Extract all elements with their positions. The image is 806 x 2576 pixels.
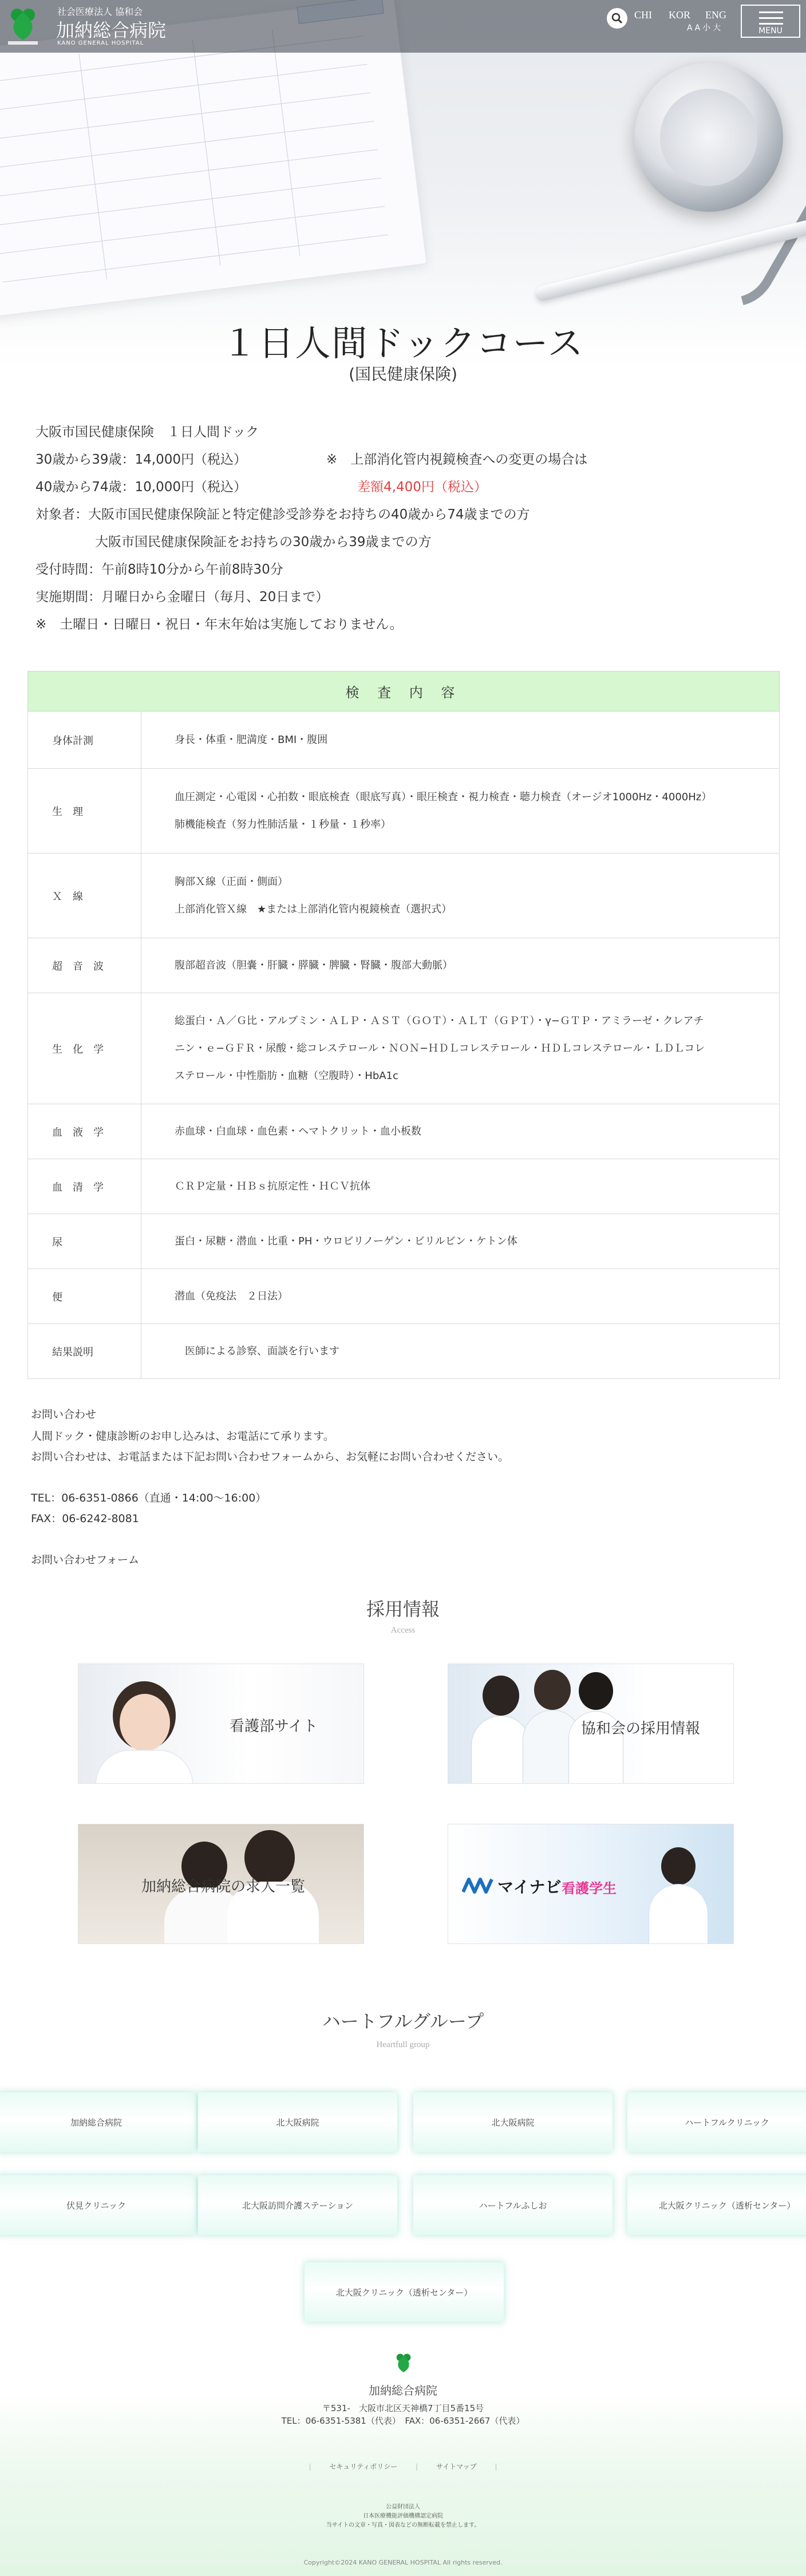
contact-form-link[interactable]: お問い合わせフォーム bbox=[31, 1554, 140, 1566]
recruit-title: 採用情報 bbox=[366, 1598, 440, 1620]
lang-kor-link[interactable]: KOR bbox=[669, 9, 691, 21]
nursing-site-banner[interactable] bbox=[78, 1664, 364, 1784]
hospital-name[interactable]: 加納総合病院 bbox=[56, 19, 167, 41]
page-subtitle: (国民健康保険) bbox=[349, 365, 457, 384]
row-category: 血 清 学 bbox=[28, 1159, 141, 1214]
footer-note: 公益財団法人 bbox=[386, 2504, 420, 2510]
footer-address: 〒531- 大阪市北区天神橋7丁目5番15号 bbox=[322, 2403, 484, 2413]
table-row bbox=[28, 1159, 780, 1214]
menu-label: MENU bbox=[758, 26, 783, 35]
group-link[interactable]: 北大阪クリニック（透析センター） bbox=[305, 2262, 504, 2322]
row-item: 胸部Ｘ線（正面・側面） bbox=[175, 875, 288, 888]
table-row bbox=[28, 938, 780, 993]
row-item: 腹部超音波（胆嚢・肝臓・膵臓・脾臓・腎臓・腹部大動脈） bbox=[175, 959, 453, 971]
row-item: 医師による診察、面談を行います bbox=[175, 1345, 339, 1357]
row-item: 潜血（免疫法 ２日法） bbox=[175, 1290, 288, 1302]
intro-eligibility: 対象者：大阪市国民健康保険証と特定健診受診券をお持ちの40歳から74歳までの方 bbox=[35, 507, 530, 522]
table-row bbox=[28, 854, 780, 938]
row-category: Ｘ 線 bbox=[28, 854, 141, 938]
table-row bbox=[28, 993, 780, 1104]
footer-note: 日本医療機能評価機構認定病院 bbox=[363, 2513, 443, 2519]
group-link[interactable]: 北大阪病院 bbox=[413, 2092, 613, 2152]
hospital-name-en: KANO GENERAL HOSPITAL bbox=[57, 40, 144, 46]
group-link[interactable]: ハートフルクリニック bbox=[627, 2092, 806, 2152]
font-size-large-button[interactable]: 大 bbox=[713, 23, 721, 33]
hospital-logo-icon[interactable] bbox=[6, 7, 40, 46]
menu-button[interactable] bbox=[741, 5, 800, 38]
row-category: 生 理 bbox=[28, 769, 141, 854]
contact-line: お問い合わせは、お電話または下記お問い合わせフォームから、お気軽にお問い合わせください。 bbox=[31, 1451, 509, 1463]
menu-icon bbox=[759, 11, 783, 13]
lang-chi-link[interactable]: CHI bbox=[634, 9, 652, 21]
intro-price-40s: 40歳から74歳：10,000円（税込） bbox=[35, 480, 247, 495]
group-link[interactable]: 北大阪クリニック（透析センター） bbox=[627, 2175, 806, 2235]
lang-eng-link[interactable]: ENG bbox=[705, 9, 726, 21]
font-size-small-button[interactable]: 小 bbox=[702, 23, 711, 33]
row-item: ニン・ｅ−ＧＦＲ・尿酸・総コレステロール・ＮＯＮ−ＨＤＬコレステロール・ＨＤＬコレステロール・ＬＤＬコレ bbox=[175, 1042, 705, 1054]
recruit-subtitle: Access bbox=[390, 1626, 416, 1635]
footer-tel-fax: TEL：06-6351-5381（代表） FAX：06-6351-2667（代表） bbox=[281, 2416, 525, 2426]
row-item: ＣＲＰ定量・ＨＢｓ抗原定性・ＨＣＶ抗体 bbox=[175, 1180, 370, 1192]
font-size-a-small[interactable]: A bbox=[687, 23, 693, 33]
banner-label: 看護学生 bbox=[562, 1880, 617, 1897]
intro-line: 大阪市国民健康保険 １日人間ドック bbox=[35, 425, 259, 440]
row-category: 結果説明 bbox=[28, 1324, 141, 1379]
footer-links: | セキュリティポリシー | サイトマップ | bbox=[309, 2463, 497, 2471]
banner-label: 加納総合病院の求人一覧 bbox=[141, 1878, 306, 1895]
mynavi-banner[interactable] bbox=[448, 1824, 734, 1944]
table-row bbox=[28, 712, 780, 769]
banner-label: 看護部サイト bbox=[230, 1718, 318, 1735]
search-icon bbox=[611, 13, 623, 24]
row-item: 上部消化管Ｘ線 ★または上部消化管内視鏡検査（選択式） bbox=[175, 903, 452, 915]
row-item: 蛋白・尿糖・潜血・比重・PH・ウロビリノーゲン・ビリルビン・ケトン体 bbox=[175, 1235, 517, 1247]
row-category: 尿 bbox=[28, 1214, 141, 1269]
job-listings-banner[interactable] bbox=[78, 1824, 364, 1944]
intro-closed-days: ※ 土曜日・日曜日・祝日・年末年始は実施しておりません。 bbox=[35, 617, 403, 632]
copyright: Copyright©2024 KANO GENERAL HOSPITAL All rights reserved. bbox=[303, 2559, 503, 2566]
footer-logo-icon[interactable] bbox=[393, 2353, 414, 2376]
intro-endoscopy-note: ※ 上部消化管内視鏡検査への変更の場合は bbox=[326, 452, 588, 467]
intro-reception-hours: 受付時間：午前8時10分から午前8時30分 bbox=[35, 562, 283, 577]
row-category: 身体計測 bbox=[28, 712, 141, 769]
row-item: 肺機能検査（努力性肺活量・１秒量・１秒率） bbox=[175, 818, 391, 831]
row-item: 血圧測定・心電図・心拍数・眼底検査（眼底写真）・眼圧検査・視力検査・聴力検査（オージオ1000Hz・4000Hz） bbox=[175, 791, 712, 803]
search-button[interactable] bbox=[607, 8, 627, 29]
intro-price-30s: 30歳から39歳：14,000円（税込） bbox=[35, 452, 247, 467]
banner-label: 協和会の採用情報 bbox=[581, 1720, 701, 1737]
table-row bbox=[28, 1214, 780, 1269]
group-link[interactable]: 北大阪訪問介護ステーション bbox=[198, 2175, 397, 2235]
hero-image bbox=[0, 0, 806, 366]
intro-eligibility-2: 大阪市国民健康保険証をお持ちの30歳から39歳までの方 bbox=[95, 535, 432, 550]
site-header bbox=[0, 0, 806, 53]
contact-line: 人間ドック・健康診断のお申し込みは、お電話にて承ります。 bbox=[31, 1430, 334, 1443]
row-item: ステロール・中性脂肪・血糖（空腹時）・HbA1c bbox=[175, 1069, 398, 1082]
contact-heading: お問い合わせ bbox=[31, 1408, 97, 1421]
mynavi-logo-icon bbox=[462, 1875, 494, 1895]
security-policy-link[interactable]: セキュリティポリシー bbox=[329, 2463, 398, 2471]
group-link[interactable]: ハートフルふしお bbox=[413, 2175, 613, 2235]
row-item: 赤血球・白血球・血色素・ヘマトクリット・血小板数 bbox=[175, 1125, 421, 1137]
banner-label: マイナビ bbox=[497, 1878, 562, 1897]
exam-content-table bbox=[27, 671, 780, 1379]
table-row bbox=[28, 769, 780, 854]
group-link[interactable]: 伏見クリニック bbox=[0, 2175, 196, 2235]
group-title: ハートフルグループ bbox=[322, 2010, 484, 2032]
contact-tel[interactable]: TEL：06-6351-0866（直通・14:00〜16:00） bbox=[31, 1492, 267, 1504]
page-title: １日人間ドックコース bbox=[222, 322, 584, 364]
intro-period: 実施期間：月曜日から金曜日（毎月、20日まで） bbox=[35, 590, 329, 605]
stethoscope-illustration bbox=[634, 63, 783, 212]
group-link[interactable]: 北大阪病院 bbox=[198, 2092, 397, 2152]
contact-fax: FAX：06-6242-8081 bbox=[31, 1512, 139, 1525]
row-category: 血 液 学 bbox=[28, 1104, 141, 1159]
intro-price-difference: 差額4,400円（税込） bbox=[357, 480, 487, 495]
org-name: 社会医療法人 協和会 bbox=[57, 6, 143, 17]
row-category: 超 音 波 bbox=[28, 938, 141, 993]
font-size-a-large[interactable]: A bbox=[694, 23, 701, 33]
footer-note: 当サイトの文章・写真・図表などの無断転載を禁止します。 bbox=[326, 2522, 480, 2528]
table-row bbox=[28, 1269, 780, 1324]
row-category: 便 bbox=[28, 1269, 141, 1324]
font-size-controls bbox=[687, 22, 723, 33]
table-header: 検 査 内 容 bbox=[28, 671, 780, 712]
row-category: 生 化 学 bbox=[28, 993, 141, 1104]
row-item: 身長・体重・肥満度・BMI・腹囲 bbox=[175, 733, 328, 746]
table-row bbox=[28, 1324, 780, 1379]
kyowakai-recruit-banner[interactable] bbox=[448, 1664, 734, 1784]
row-item: 総蛋白・Ａ／Ｇ比・アルブミン・ＡＬＰ・ＡＳＴ（ＧＯＴ）・ＡＬＴ（ＧＰＴ）・γ−ＧＴＰ・アミラーゼ・クレアチ bbox=[175, 1014, 704, 1027]
table-row bbox=[28, 1104, 780, 1159]
group-link[interactable]: 加納総合病院 bbox=[0, 2092, 196, 2152]
footer-hospital-name: 加納総合病院 bbox=[369, 2384, 437, 2397]
sitemap-link[interactable]: サイトマップ bbox=[436, 2463, 477, 2471]
group-subtitle: Heartfull group bbox=[376, 2040, 430, 2049]
